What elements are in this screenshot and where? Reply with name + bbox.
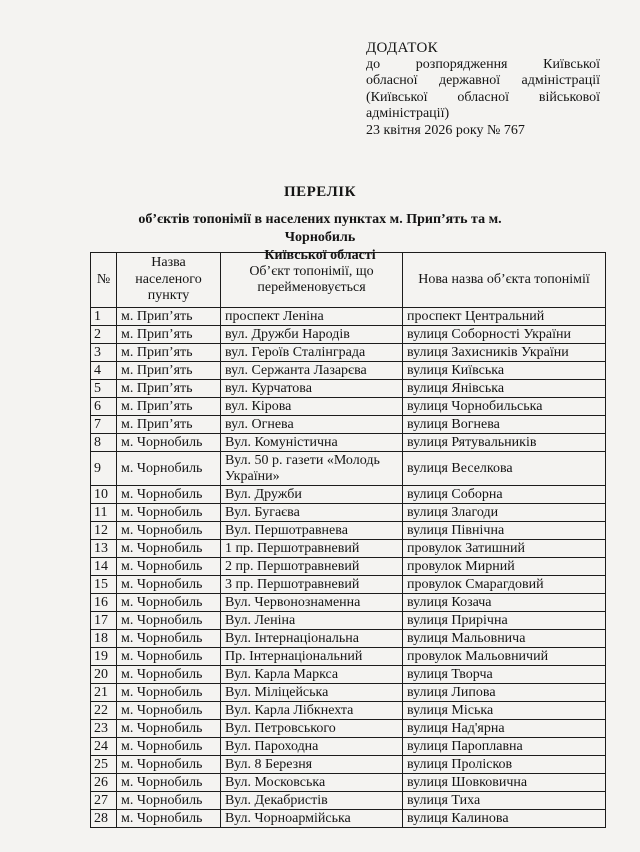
row-new-name: вулиця Злагоди bbox=[403, 504, 606, 522]
row-old-name: Вул. Червонознаменна bbox=[221, 594, 403, 612]
table-row bbox=[91, 720, 606, 738]
table-row bbox=[91, 774, 606, 792]
table-row bbox=[91, 362, 606, 380]
row-old-name: проспект Леніна bbox=[221, 308, 403, 326]
row-number: 7 bbox=[91, 416, 117, 434]
row-old-name: 2 пр. Першотравневий bbox=[221, 558, 403, 576]
row-settlement: м. Чорнобиль bbox=[117, 558, 221, 576]
table-row bbox=[91, 434, 606, 452]
row-settlement: м. Чорнобиль bbox=[117, 630, 221, 648]
row-new-name: вулиця Соборності України bbox=[403, 326, 606, 344]
row-number: 5 bbox=[91, 380, 117, 398]
table-row bbox=[91, 380, 606, 398]
row-new-name: вулиця Над'ярна bbox=[403, 720, 606, 738]
row-old-name: Вул. Чорноармійська bbox=[221, 810, 403, 828]
row-new-name: провулок Затишний bbox=[403, 540, 606, 558]
addendum-line-1: до розпорядження Київської bbox=[366, 56, 600, 72]
row-old-name: Вул. Комуністична bbox=[221, 434, 403, 452]
row-number: 17 bbox=[91, 612, 117, 630]
row-settlement: м. Чорнобиль bbox=[117, 452, 221, 486]
row-new-name: вулиця Шовковична bbox=[403, 774, 606, 792]
row-new-name: вулиця Мальовнича bbox=[403, 630, 606, 648]
row-new-name: вулиця Чорнобильська bbox=[403, 398, 606, 416]
row-new-name: вулиця Тиха bbox=[403, 792, 606, 810]
table-row bbox=[91, 576, 606, 594]
header-new-name: Нова назва об’єкта топонімії bbox=[403, 253, 606, 308]
row-new-name: вулиця Веселкова bbox=[403, 452, 606, 486]
row-settlement: м. Чорнобиль bbox=[117, 648, 221, 666]
row-new-name: вулиця Янівська bbox=[403, 380, 606, 398]
row-new-name: вулиця Прирічна bbox=[403, 612, 606, 630]
row-number: 14 bbox=[91, 558, 117, 576]
row-old-name: Вул. Леніна bbox=[221, 612, 403, 630]
table-row bbox=[91, 738, 606, 756]
row-new-name: вулиця Північна bbox=[403, 522, 606, 540]
row-old-name: Вул. Московська bbox=[221, 774, 403, 792]
row-old-name: Вул. Декабристів bbox=[221, 792, 403, 810]
table-row bbox=[91, 648, 606, 666]
toponyms-table bbox=[90, 252, 606, 828]
row-number: 11 bbox=[91, 504, 117, 522]
row-new-name: вулиця Міська bbox=[403, 702, 606, 720]
table-row bbox=[91, 504, 606, 522]
row-number: 22 bbox=[91, 702, 117, 720]
row-old-name: Пр. Інтернаціональний bbox=[221, 648, 403, 666]
table-row bbox=[91, 792, 606, 810]
row-old-name: вул. Кірова bbox=[221, 398, 403, 416]
table-row bbox=[91, 398, 606, 416]
row-old-name: Вул. Карла Лібкнехта bbox=[221, 702, 403, 720]
row-number: 21 bbox=[91, 684, 117, 702]
table-row bbox=[91, 630, 606, 648]
row-number: 8 bbox=[91, 434, 117, 452]
row-number: 27 bbox=[91, 792, 117, 810]
row-old-name: Вул. Дружби bbox=[221, 486, 403, 504]
row-settlement: м. Чорнобиль bbox=[117, 738, 221, 756]
row-old-name: Вул. 50 р. газети «Молодь України» bbox=[221, 452, 403, 486]
row-old-name: Вул. Міліцейська bbox=[221, 684, 403, 702]
row-new-name: вулиця Липова bbox=[403, 684, 606, 702]
row-settlement: м. Прип’ять bbox=[117, 308, 221, 326]
row-new-name: вулиця Вогнева bbox=[403, 416, 606, 434]
table-row bbox=[91, 612, 606, 630]
addendum-block bbox=[366, 40, 600, 139]
document-subtitle-line-2: Київської області bbox=[264, 248, 376, 263]
table-row bbox=[91, 486, 606, 504]
row-old-name: Вул. Петровського bbox=[221, 720, 403, 738]
row-new-name: вулиця Козача bbox=[403, 594, 606, 612]
row-settlement: м. Чорнобиль bbox=[117, 594, 221, 612]
header-object: Об’єкт топонімії, що перейменовується bbox=[221, 253, 403, 308]
row-old-name: Вул. Першотравнева bbox=[221, 522, 403, 540]
row-settlement: м. Прип’ять bbox=[117, 344, 221, 362]
row-number: 1 bbox=[91, 308, 117, 326]
addendum-title: ДОДАТОК bbox=[366, 40, 438, 56]
row-new-name: провулок Смарагдовий bbox=[403, 576, 606, 594]
row-new-name: вулиця Захисників України bbox=[403, 344, 606, 362]
row-old-name: вул. Героїв Сталінграда bbox=[221, 344, 403, 362]
row-settlement: м. Чорнобиль bbox=[117, 702, 221, 720]
row-new-name: вулиця Пролісков bbox=[403, 756, 606, 774]
row-new-name: провулок Мальовничий bbox=[403, 648, 606, 666]
header-number: № bbox=[91, 253, 117, 308]
row-number: 4 bbox=[91, 362, 117, 380]
row-settlement: м. Чорнобиль bbox=[117, 504, 221, 522]
row-number: 9 bbox=[91, 452, 117, 486]
row-old-name: Вул. Бугаєва bbox=[221, 504, 403, 522]
row-new-name: вулиця Творча bbox=[403, 666, 606, 684]
table-row bbox=[91, 416, 606, 434]
row-number: 15 bbox=[91, 576, 117, 594]
addendum-date-number: 23 квітня 2026 року № 767 bbox=[366, 122, 525, 138]
row-settlement: м. Чорнобиль bbox=[117, 522, 221, 540]
row-old-name: вул. Огнева bbox=[221, 416, 403, 434]
row-settlement: м. Чорнобиль bbox=[117, 576, 221, 594]
row-old-name: вул. Дружби Народів bbox=[221, 326, 403, 344]
row-number: 25 bbox=[91, 756, 117, 774]
row-old-name: Вул. Інтернаціональна bbox=[221, 630, 403, 648]
table-row bbox=[91, 684, 606, 702]
row-new-name: вулиця Калинова bbox=[403, 810, 606, 828]
table-row bbox=[91, 702, 606, 720]
table-row bbox=[91, 452, 606, 486]
row-settlement: м. Чорнобиль bbox=[117, 756, 221, 774]
row-settlement: м. Чорнобиль bbox=[117, 666, 221, 684]
row-old-name: Вул. Карла Маркса bbox=[221, 666, 403, 684]
row-number: 23 bbox=[91, 720, 117, 738]
row-old-name: 3 пр. Першотравневий bbox=[221, 576, 403, 594]
table-row bbox=[91, 344, 606, 362]
table-body bbox=[91, 308, 606, 828]
row-number: 3 bbox=[91, 344, 117, 362]
addendum-line-3: (Київської обласної військової bbox=[366, 89, 600, 105]
row-new-name: вулиця Рятувальників bbox=[403, 434, 606, 452]
table-row bbox=[91, 522, 606, 540]
row-settlement: м. Чорнобиль bbox=[117, 810, 221, 828]
row-number: 16 bbox=[91, 594, 117, 612]
row-settlement: м. Прип’ять bbox=[117, 362, 221, 380]
row-settlement: м. Прип’ять bbox=[117, 416, 221, 434]
table-row bbox=[91, 594, 606, 612]
row-number: 18 bbox=[91, 630, 117, 648]
table-row bbox=[91, 540, 606, 558]
row-number: 26 bbox=[91, 774, 117, 792]
row-settlement: м. Чорнобиль bbox=[117, 792, 221, 810]
row-old-name: Вул. 8 Березня bbox=[221, 756, 403, 774]
table-row bbox=[91, 308, 606, 326]
row-settlement: м. Чорнобиль bbox=[117, 434, 221, 452]
row-old-name: вул. Сержанта Лазарєва bbox=[221, 362, 403, 380]
row-new-name: провулок Мирний bbox=[403, 558, 606, 576]
table-row bbox=[91, 666, 606, 684]
row-old-name: Вул. Пароходна bbox=[221, 738, 403, 756]
row-number: 20 bbox=[91, 666, 117, 684]
row-settlement: м. Прип’ять bbox=[117, 398, 221, 416]
row-settlement: м. Чорнобиль bbox=[117, 612, 221, 630]
row-settlement: м. Прип’ять bbox=[117, 380, 221, 398]
document-subtitle-line-1: об’єктів топонімії в населених пунктах м. Прип’ять та м. Чорнобиль bbox=[138, 212, 502, 245]
row-settlement: м. Прип’ять bbox=[117, 326, 221, 344]
row-settlement: м. Чорнобиль bbox=[117, 684, 221, 702]
table-row bbox=[91, 326, 606, 344]
row-settlement: м. Чорнобиль bbox=[117, 774, 221, 792]
row-number: 28 bbox=[91, 810, 117, 828]
row-number: 19 bbox=[91, 648, 117, 666]
row-old-name: вул. Курчатова bbox=[221, 380, 403, 398]
row-number: 2 bbox=[91, 326, 117, 344]
table-row bbox=[91, 810, 606, 828]
row-number: 6 bbox=[91, 398, 117, 416]
row-old-name: 1 пр. Першотравневий bbox=[221, 540, 403, 558]
row-new-name: вулиця Київська bbox=[403, 362, 606, 380]
row-settlement: м. Чорнобиль bbox=[117, 540, 221, 558]
addendum-line-2: обласної державної адміністрації bbox=[366, 73, 600, 88]
row-number: 10 bbox=[91, 486, 117, 504]
row-number: 24 bbox=[91, 738, 117, 756]
table-header-row bbox=[91, 253, 606, 308]
table-row bbox=[91, 756, 606, 774]
row-settlement: м. Чорнобиль bbox=[117, 486, 221, 504]
row-new-name: вулиця Соборна bbox=[403, 486, 606, 504]
row-new-name: проспект Центральний bbox=[403, 308, 606, 326]
row-number: 13 bbox=[91, 540, 117, 558]
table-row bbox=[91, 558, 606, 576]
row-number: 12 bbox=[91, 522, 117, 540]
header-settlement: Назва населеного пункту bbox=[117, 253, 221, 308]
addendum-line-4: адміністрації) bbox=[366, 106, 450, 121]
row-settlement: м. Чорнобиль bbox=[117, 720, 221, 738]
document-title: ПЕРЕЛІК bbox=[283, 184, 357, 200]
row-new-name: вулиця Пароплавна bbox=[403, 738, 606, 756]
